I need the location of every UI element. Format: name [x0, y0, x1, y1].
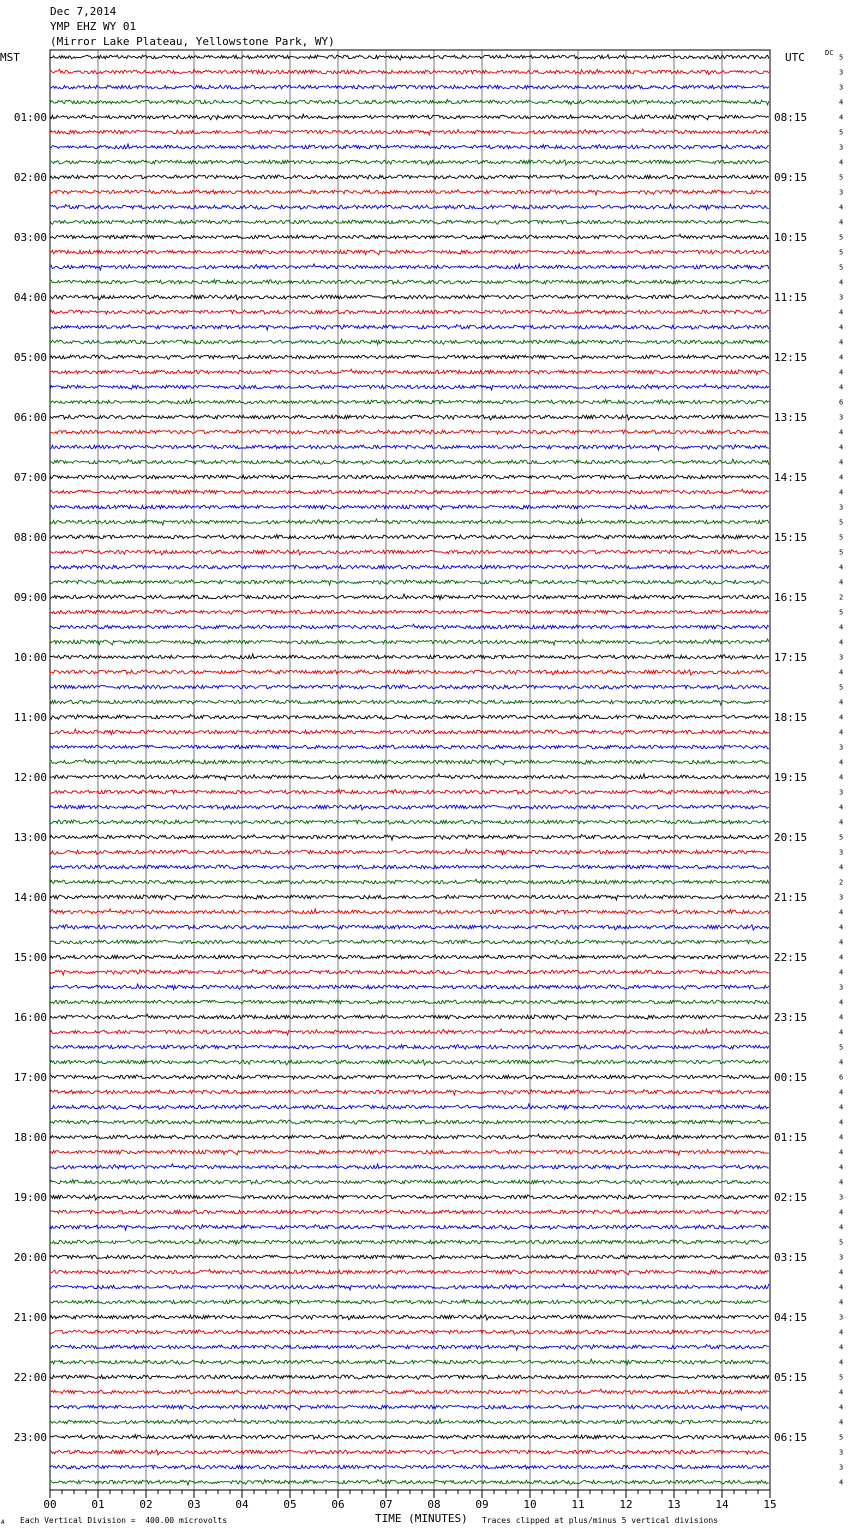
- trace-line: [50, 160, 769, 165]
- dc-value: 3: [839, 1463, 844, 1472]
- trace-line: [50, 1029, 769, 1035]
- dc-value: 3: [839, 983, 844, 992]
- dc-value: 5: [839, 548, 844, 557]
- trace-line: [50, 369, 769, 374]
- dc-value: 2: [839, 593, 844, 602]
- trace-line: [50, 610, 769, 614]
- dc-value: 4: [839, 1328, 844, 1337]
- dc-value: 4: [839, 968, 844, 977]
- dc-value: 4: [839, 1223, 844, 1232]
- dc-value: 3: [839, 743, 844, 752]
- dc-value: 3: [839, 503, 844, 512]
- utc-hour-label: 17:15: [774, 651, 808, 664]
- utc-hour-label: 19:15: [774, 771, 808, 784]
- trace-line: [50, 459, 769, 465]
- dc-value: 4: [839, 668, 844, 677]
- clipping-note: Traces clipped at plus/minus 5 vertical divisions: [482, 1516, 719, 1525]
- trace-line: [50, 415, 769, 420]
- trace-line: [50, 805, 769, 810]
- dc-value: 5: [839, 53, 844, 62]
- trace-line: [50, 1375, 769, 1379]
- dc-value: 4: [839, 803, 844, 812]
- trace-line: [50, 1045, 769, 1050]
- trace-line: [50, 1269, 769, 1275]
- dc-value: 5: [839, 128, 844, 137]
- dc-value: 4: [839, 473, 844, 482]
- utc-hour-label: 14:15: [774, 471, 808, 484]
- dc-value: 4: [839, 1298, 844, 1307]
- trace-line: [50, 1000, 769, 1004]
- utc-hour-label: 23:15: [774, 1011, 808, 1024]
- dc-value: 3: [839, 1448, 844, 1457]
- dc-value: 3: [839, 188, 844, 197]
- corner-mark: A: [1, 1519, 5, 1526]
- trace-line: [50, 759, 769, 765]
- mst-hour-label: 07:00: [13, 471, 47, 484]
- trace-line: [50, 445, 769, 450]
- x-axis-label: TIME (MINUTES): [375, 1512, 468, 1525]
- trace-line: [50, 1465, 769, 1469]
- dc-value: 4: [839, 1478, 844, 1487]
- trace-line: [50, 1480, 769, 1486]
- dc-value: 4: [839, 203, 844, 212]
- utc-hour-label: 15:15: [774, 531, 808, 544]
- mst-hour-label: 18:00: [13, 1131, 47, 1144]
- trace-line: [50, 220, 769, 224]
- trace-line: [50, 1014, 769, 1020]
- utc-hour-label: 09:15: [774, 171, 808, 184]
- dc-value: 6: [839, 398, 844, 407]
- trace-line: [50, 280, 769, 285]
- trace-line: [50, 264, 769, 270]
- dc-value: 4: [839, 1388, 844, 1397]
- trace-line: [50, 820, 769, 824]
- dc-value: 4: [839, 1343, 844, 1352]
- mst-hour-label: 08:00: [13, 531, 47, 544]
- dc-value: 4: [839, 1013, 844, 1022]
- trace-line: [50, 190, 769, 195]
- dc-value: 4: [839, 1418, 844, 1427]
- trace-line: [50, 310, 769, 314]
- dc-value: 4: [839, 1103, 844, 1112]
- dc-value: 4: [839, 908, 844, 917]
- trace-line: [50, 745, 769, 749]
- dc-value: 4: [839, 698, 844, 707]
- x-tick-label: 03: [187, 1498, 201, 1511]
- dc-value: 5: [839, 233, 844, 242]
- dc-value: 4: [839, 713, 844, 722]
- utc-hour-label: 11:15: [774, 291, 808, 304]
- dc-value: 4: [839, 563, 844, 572]
- trace-line: [50, 594, 769, 600]
- dc-value: 4: [839, 1283, 844, 1292]
- x-tick-label: 02: [139, 1498, 153, 1511]
- trace-line: [50, 1210, 769, 1215]
- dc-value: 4: [839, 1028, 844, 1037]
- utc-hour-label: 05:15: [774, 1371, 808, 1384]
- utc-hour-label: 08:15: [774, 111, 808, 124]
- dc-value: 4: [839, 458, 844, 467]
- dc-value: 4: [839, 938, 844, 947]
- x-tick-label: 09: [475, 1498, 489, 1511]
- mst-hour-label: 15:00: [13, 951, 47, 964]
- x-tick-label: 04: [235, 1498, 249, 1511]
- dc-value: 3: [839, 68, 844, 77]
- x-tick-label: 14: [715, 1498, 729, 1511]
- dc-value: 4: [839, 1058, 844, 1067]
- mst-hour-label: 11:00: [13, 711, 47, 724]
- mst-hour-label: 10:00: [13, 651, 47, 664]
- trace-line: [50, 535, 769, 540]
- trace-line: [50, 1419, 769, 1424]
- dc-value: 4: [839, 1133, 844, 1142]
- dc-value: 4: [839, 818, 844, 827]
- trace-line: [50, 624, 769, 629]
- mst-hour-label: 17:00: [13, 1071, 47, 1084]
- dc-value: 4: [839, 488, 844, 497]
- vertical-scale-note: Each Vertical Division = 400.00 microvolts: [20, 1516, 228, 1525]
- trace-line: [50, 1300, 769, 1305]
- dc-value: 3: [839, 1253, 844, 1262]
- dc-value: 4: [839, 998, 844, 1007]
- trace-line: [50, 970, 769, 976]
- trace-line: [50, 1315, 769, 1320]
- trace-line: [50, 654, 769, 659]
- trace-line: [50, 879, 769, 884]
- trace-line: [50, 955, 769, 960]
- trace-line: [50, 489, 769, 494]
- dc-value: 3: [839, 1193, 844, 1202]
- mst-hour-label: 14:00: [13, 891, 47, 904]
- dc-value: 4: [839, 1358, 844, 1367]
- dc-value: 3: [839, 293, 844, 302]
- utc-hour-label: 22:15: [774, 951, 808, 964]
- dc-value: 4: [839, 353, 844, 362]
- utc-hour-label: 10:15: [774, 231, 808, 244]
- trace-line: [50, 1284, 769, 1290]
- trace-line: [50, 1255, 769, 1259]
- dc-value: 3: [839, 83, 844, 92]
- x-tick-label: 00: [43, 1498, 57, 1511]
- trace-line: [50, 1359, 769, 1365]
- trace-line: [50, 984, 769, 990]
- dc-value: 4: [839, 338, 844, 347]
- trace-line: [50, 1134, 769, 1139]
- trace-line: [50, 234, 769, 239]
- trace-line: [50, 1060, 769, 1065]
- dc-value: 5: [839, 683, 844, 692]
- mst-hour-label: 04:00: [13, 291, 47, 304]
- trace-line: [50, 685, 769, 689]
- dc-value: 6: [839, 1073, 844, 1082]
- trace-line: [50, 430, 769, 434]
- mst-hour-label: 23:00: [13, 1431, 47, 1444]
- dc-value: 5: [839, 833, 844, 842]
- trace-line: [50, 909, 769, 914]
- trace-line: [50, 1120, 769, 1124]
- trace-line: [50, 895, 769, 900]
- trace-line: [50, 1239, 769, 1245]
- trace-line: [50, 69, 769, 74]
- dc-value: 5: [839, 173, 844, 182]
- trace-line: [50, 550, 769, 555]
- x-tick-label: 08: [427, 1498, 441, 1511]
- dc-value: 4: [839, 578, 844, 587]
- mst-hour-label: 22:00: [13, 1371, 47, 1384]
- trace-line: [50, 355, 769, 359]
- dc-value: 4: [839, 758, 844, 767]
- utc-hour-label: 12:15: [774, 351, 808, 364]
- dc-value: 4: [839, 1268, 844, 1277]
- trace-line: [50, 729, 769, 735]
- x-tick-label: 12: [619, 1498, 633, 1511]
- utc-hour-label: 13:15: [774, 411, 808, 424]
- mst-hour-label: 12:00: [13, 771, 47, 784]
- dc-value: 5: [839, 263, 844, 272]
- left-timezone-label: MST: [0, 51, 20, 64]
- trace-line: [50, 925, 769, 930]
- trace-line: [50, 1180, 769, 1185]
- utc-hour-label: 00:15: [774, 1071, 808, 1084]
- dc-value: 4: [839, 383, 844, 392]
- trace-line: [50, 85, 769, 89]
- dc-value: 4: [839, 443, 844, 452]
- dc-value: 5: [839, 1043, 844, 1052]
- mst-hour-label: 13:00: [13, 831, 47, 844]
- dc-value: 4: [839, 1088, 844, 1097]
- trace-line: [50, 175, 769, 179]
- utc-hour-label: 18:15: [774, 711, 808, 724]
- trace-line: [50, 1330, 769, 1334]
- trace-line: [50, 325, 769, 331]
- dc-value: 4: [839, 773, 844, 782]
- dc-value: 5: [839, 1238, 844, 1247]
- trace-line: [50, 1225, 769, 1231]
- dc-value: 4: [839, 323, 844, 332]
- dc-value: 4: [839, 863, 844, 872]
- mst-hour-label: 16:00: [13, 1011, 47, 1024]
- x-tick-label: 07: [379, 1498, 393, 1511]
- dc-value: 5: [839, 1433, 844, 1442]
- trace-line: [50, 204, 769, 210]
- trace-line: [50, 55, 769, 60]
- trace-line: [50, 835, 769, 841]
- utc-hour-label: 20:15: [774, 831, 808, 844]
- utc-hour-label: 06:15: [774, 1431, 808, 1444]
- mst-hour-label: 03:00: [13, 231, 47, 244]
- x-tick-label: 10: [523, 1498, 537, 1511]
- trace-line: [50, 639, 769, 645]
- utc-hour-label: 16:15: [774, 591, 808, 604]
- trace-line: [50, 250, 769, 255]
- mst-hour-label: 21:00: [13, 1311, 47, 1324]
- trace-line: [50, 1075, 769, 1079]
- dc-value: 4: [839, 1403, 844, 1412]
- trace-line: [50, 1195, 769, 1200]
- dc-value: 5: [839, 533, 844, 542]
- dc-value: 4: [839, 218, 844, 227]
- right-timezone-label: UTC: [785, 51, 805, 64]
- dc-value: 4: [839, 113, 844, 122]
- x-tick-label: 11: [571, 1498, 585, 1511]
- x-tick-label: 05: [283, 1498, 297, 1511]
- dc-value: 4: [839, 953, 844, 962]
- trace-line: [50, 865, 769, 869]
- trace-line: [50, 715, 769, 720]
- dc-value: 3: [839, 893, 844, 902]
- trace-line: [50, 774, 769, 780]
- trace-line: [50, 940, 769, 944]
- dc-value: 4: [839, 1208, 844, 1217]
- x-tick-label: 13: [667, 1498, 681, 1511]
- trace-line: [50, 849, 769, 855]
- dc-value: 4: [839, 98, 844, 107]
- dc-value: 3: [839, 848, 844, 857]
- dc-value: 5: [839, 248, 844, 257]
- trace-line: [50, 565, 769, 569]
- dc-value: 4: [839, 1163, 844, 1172]
- trace-line: [50, 580, 769, 586]
- dc-value: 4: [839, 308, 844, 317]
- trace-line: [50, 1164, 769, 1169]
- mst-hour-label: 09:00: [13, 591, 47, 604]
- trace-line: [50, 1435, 769, 1440]
- utc-hour-label: 04:15: [774, 1311, 808, 1324]
- x-tick-label: 01: [91, 1498, 105, 1511]
- trace-line: [50, 670, 769, 675]
- dc-value: 4: [839, 158, 844, 167]
- dc-value: 4: [839, 278, 844, 287]
- trace-line: [50, 295, 769, 300]
- utc-hour-label: 01:15: [774, 1131, 808, 1144]
- dc-value: 4: [839, 428, 844, 437]
- dc-value: 3: [839, 788, 844, 797]
- trace-line: [50, 1450, 769, 1455]
- dc-value: 4: [839, 728, 844, 737]
- trace-line: [50, 1405, 769, 1410]
- utc-hour-label: 02:15: [774, 1191, 808, 1204]
- trace-line: [50, 505, 769, 510]
- dc-value: 4: [839, 638, 844, 647]
- trace-line: [50, 700, 769, 705]
- dc-value: 3: [839, 143, 844, 152]
- mst-hour-label: 19:00: [13, 1191, 47, 1204]
- dc-value: 4: [839, 368, 844, 377]
- dc-value: 4: [839, 1178, 844, 1187]
- dc-value: 4: [839, 1148, 844, 1157]
- utc-hour-label: 21:15: [774, 891, 808, 904]
- trace-line: [50, 1345, 769, 1351]
- trace-line: [50, 790, 769, 795]
- trace-line: [50, 384, 769, 390]
- trace-line: [50, 1104, 769, 1110]
- trace-line: [50, 100, 769, 105]
- x-tick-label: 06: [331, 1498, 345, 1511]
- station-location: (Mirror Lake Plateau, Yellowstone Park, WY): [50, 35, 335, 48]
- trace-line: [50, 1090, 769, 1096]
- dc-value: 2: [839, 878, 844, 887]
- dc-value: 3: [839, 653, 844, 662]
- dc-value: 5: [839, 608, 844, 617]
- dc-value: 4: [839, 923, 844, 932]
- trace-line: [50, 1150, 769, 1155]
- trace-line: [50, 144, 769, 149]
- mst-hour-label: 01:00: [13, 111, 47, 124]
- trace-line: [50, 129, 769, 135]
- trace-line: [50, 114, 769, 120]
- dc-value: 4: [839, 623, 844, 632]
- dc-value: 3: [839, 413, 844, 422]
- dc-value: 5: [839, 1373, 844, 1382]
- utc-hour-label: 03:15: [774, 1251, 808, 1264]
- trace-line: [50, 339, 769, 345]
- mst-hour-label: 20:00: [13, 1251, 47, 1264]
- trace-line: [50, 1389, 769, 1394]
- mst-hour-label: 02:00: [13, 171, 47, 184]
- mst-hour-label: 06:00: [13, 411, 47, 424]
- dc-value: 4: [839, 1118, 844, 1127]
- plot-date: Dec 7,2014: [50, 5, 117, 18]
- dc-value: 5: [839, 518, 844, 527]
- x-tick-label: 15: [763, 1498, 777, 1511]
- trace-line: [50, 399, 769, 404]
- dc-value: 3: [839, 1313, 844, 1322]
- trace-line: [50, 475, 769, 479]
- dc-column-label: DC: [825, 49, 834, 57]
- trace-line: [50, 519, 769, 525]
- station-code: YMP EHZ WY 01: [50, 20, 137, 33]
- mst-hour-label: 05:00: [13, 351, 47, 364]
